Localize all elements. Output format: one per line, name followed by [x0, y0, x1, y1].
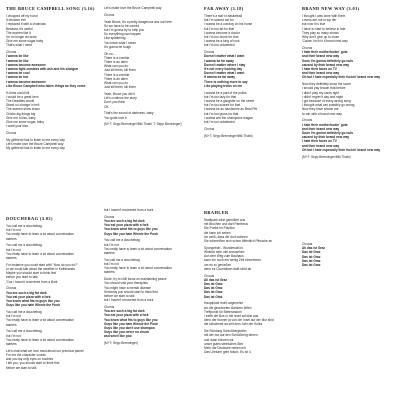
lyric-line: or we could talk about the weather in Kathmandu: [6, 267, 76, 272]
chorus-block: [204, 50, 296, 88]
lyric-line: I chopped off my hand: [6, 14, 38, 18]
lyric-line: Das ist Graz: [302, 254, 321, 259]
lyric-line: die schwimmt da seit dem Jahr der Kultur: [204, 322, 263, 327]
lyric-line: It's not every fucking day: [204, 67, 243, 72]
lyric-line: Guys like you hate Winnie the Pooh: [104, 321, 158, 326]
lyric-line: Mehr die Deutsche neben mir: [204, 346, 246, 351]
lyric-line: Doesn't matter what I want: [204, 71, 245, 76]
lyric-line: There is a zombie: [104, 72, 130, 77]
chorus-block: [6, 50, 98, 88]
lyric-line: My girlfriend has to listen to me every day: [6, 146, 65, 151]
lyric-line: You should visit your therapists: [104, 281, 148, 286]
lyric-line: For instance you could start with "How do you do?": [6, 262, 78, 267]
lyric-line: denn der bunner ja von der Insel auf der Mur sind: [204, 318, 274, 323]
lyric-line: You gotta love it: [104, 115, 127, 120]
lyric-line: You eat your pizza with a fork: [104, 223, 149, 228]
verse-block: [6, 329, 98, 346]
lyrics-column-1: [6, 6, 98, 370]
lyric-line: Chorus: [302, 46, 313, 51]
lyric-line: Chorus: [6, 131, 17, 136]
lyric-line: mit Bruchen und darf Pantheus: [204, 222, 248, 227]
lyric-line: but I'm not: [104, 242, 119, 247]
verse-block: [204, 14, 296, 48]
lyric-line: That's what I need: [6, 43, 32, 48]
verse-block: [302, 155, 394, 159]
lyric-line: Like playing tricks on me: [204, 83, 243, 88]
lyric-line: So everything can happen: [104, 32, 142, 37]
lyric-line: Das ist Graz: [302, 263, 321, 268]
lyric-line: I replaced it with a chainsaw: [6, 22, 46, 27]
verse-block: [104, 238, 196, 255]
lyric-line: You really have to learn a lot about conversation: [104, 266, 172, 271]
lyric-line: (M+T: Sepp Brenninger/Mik Thakt; T: Sepp Brenninger): [104, 122, 182, 127]
lyric-line: and smell like poo: [104, 334, 132, 339]
verse-block: [204, 218, 296, 243]
lyric-line: Why don't give up to close: [302, 35, 340, 40]
lyric-line: I should pay known that before: [302, 86, 346, 91]
lyric-line: and their brand new way: [302, 54, 340, 59]
lyric-line: ich weiß, dass die dort wohnen: [204, 234, 248, 239]
lyric-line: Das Uhrturm geht falsch, Es ist 4.: [204, 350, 252, 355]
lyric-line: but I'm too scared for that: [204, 103, 241, 108]
lyric-line: Oh no...: [104, 51, 116, 56]
lyric-line: You call me a douchebag: [104, 238, 140, 243]
lyric-line: What can you do: [104, 64, 128, 69]
lyric-line: There is a zombie: [104, 55, 130, 60]
lyric-line: I treffe die Bus in mit recht schöne aus: [204, 314, 259, 319]
lyric-line: and their brand new way: [302, 71, 340, 76]
verse-block: [6, 138, 98, 151]
lyric-line: I thought I was done with them: [302, 14, 346, 18]
lyric-line: but I'm too gross for that: [204, 111, 239, 116]
lyric-line: I wanna fight zombies with ash and his shotgun: [6, 67, 79, 72]
lyric-line: Chorus: [6, 286, 17, 291]
lyric-line: but I'm too lazy for that: [204, 94, 237, 99]
verse-block: [104, 277, 196, 302]
verse-block: [104, 258, 196, 275]
song: [302, 6, 394, 159]
lyric-line: It became evil: [6, 18, 26, 23]
lyric-line: Chorus: [302, 242, 313, 246]
lyrics-column-3: [204, 6, 296, 355]
lyric-line: You call me a douchebag: [6, 310, 42, 315]
lyric-line: before you start to talk: [6, 275, 38, 280]
lyric-line: I wanna win the champions league: [204, 115, 253, 120]
lyric-line: You are such a big fat dork: [104, 219, 145, 223]
verse-block: [204, 301, 296, 326]
verse-block: [204, 91, 296, 125]
verse-block: [6, 310, 98, 327]
lyric-line: I have to start to believe in fate: [302, 26, 346, 31]
lyric-line: Chicks dig things big: [6, 111, 36, 116]
lyric-line: starters: [104, 251, 115, 256]
lyric-line: So we have to be careful: [104, 23, 140, 28]
verse-block: [104, 52, 196, 90]
lyric-line: You know what fits to guys like you: [104, 227, 158, 232]
song-title: FAR AWAY (3.18): [204, 6, 244, 11]
lyric-line: um es zu genießen: [204, 262, 232, 267]
chorus-block: [104, 215, 196, 236]
verse-block: [302, 82, 394, 116]
lyric-line: starters: [6, 256, 17, 261]
lyric-line: I tell you, you should start to think first: [6, 361, 60, 366]
lyric-line: All das ist Graz: [302, 246, 326, 251]
lyric-line: but I'm too untalented: [204, 43, 235, 48]
lyric-line: but I haven't recovered from a bork: [104, 208, 154, 212]
lyric-line: but I'm not: [6, 333, 21, 338]
lyric-line: You might have a mental disease: [104, 285, 151, 290]
chorus-block: [302, 118, 394, 152]
lyric-line: I'm no longer an actor: [6, 35, 37, 40]
verse-block: [204, 246, 296, 271]
lyrics-column-2: [104, 6, 196, 346]
lyric-line: die kann ich sehen: [204, 230, 231, 235]
lyric-line: You really have to learn a lot about conversation: [6, 232, 74, 237]
lyric-line: (M+T: Sepp Brenninger): [104, 341, 138, 346]
verse-block: [104, 208, 196, 212]
verse-block: [204, 127, 296, 131]
lyric-line: Chorus: [104, 12, 115, 17]
lyric-line: If wanna be far away: [204, 75, 236, 80]
lyric-line: Give me some sugar baby: [6, 39, 44, 44]
lyric-line: but now it is true: [302, 22, 326, 27]
verse-block: [104, 20, 196, 49]
verse-block: [302, 14, 394, 43]
lyric-line: starters: [6, 236, 17, 241]
chorus-block: [104, 305, 196, 339]
lyric-line: I wanna be a part of the police: [204, 90, 247, 95]
lyric-line: I didn't play my cards right: [302, 90, 339, 95]
lyric-line: Soon I'm gonna definitely go nuts: [302, 131, 354, 136]
song: [6, 216, 98, 372]
lyric-line: I wanna be like: [6, 54, 29, 59]
verse-block: [6, 14, 98, 48]
lyric-line: You eat your pizza with a fork: [104, 313, 149, 318]
verse-block: [104, 13, 196, 17]
lyric-line: but I'm not: [6, 314, 21, 319]
lyric-line: You know what I mean: [104, 40, 136, 45]
lyric-line: I wanna be a king of rock: [204, 39, 240, 44]
lyric-line: Just kill them, kill them: [104, 68, 136, 73]
lyric-line: Let's continue the story: [104, 96, 137, 101]
lyric-line: I would be a great hero: [6, 94, 39, 99]
lyric-line: but I haven't recovered from a bork: [104, 298, 154, 303]
lyric-line: I wanna be as handsome as Brad Pitt: [204, 107, 257, 112]
lyric-line: I got because of every wrong song: [302, 99, 351, 104]
lyric-line: Oh but I hate especially their fuckin' brand new way: [302, 147, 381, 152]
lyric-line: but I'm too untalented: [204, 120, 235, 125]
lyric-line: and you lay only eyes on boobies: [6, 357, 54, 362]
lyric-line: to win with a brand new way: [302, 111, 342, 116]
lyric-line: I hate their motherfuckin' guts: [302, 50, 348, 55]
lyric-line: Chorus: [104, 214, 115, 219]
lyric-line: You are such a big fat dork: [6, 290, 47, 295]
verse-block: [6, 349, 98, 370]
lyric-line: starters: [104, 270, 115, 275]
lyric-line: Like splattering: [104, 36, 126, 41]
lyric-line: Let's make love the Bruce Campbell way: [6, 142, 64, 147]
verse-block: [104, 122, 196, 126]
lyric-line: Now they have shown me: [302, 107, 339, 112]
lyric-line: before we start to talk: [6, 365, 37, 370]
lyric-line: You call me a douchebag: [6, 329, 42, 334]
lyric-line: I wanna become a doctor: [204, 30, 240, 35]
lyric-line: unser gutes steirisches Bier: [204, 341, 244, 346]
verse-block: [204, 134, 296, 138]
lyric-line: Let's chat what we love most about our precious planet: [6, 348, 84, 353]
verse-block: [6, 243, 98, 260]
chorus-block: [302, 46, 394, 80]
lyric-line: but I'm not: [6, 228, 21, 233]
lyric-line: starters: [6, 342, 17, 347]
lyric-line: You know what fits to guys like you: [6, 299, 60, 304]
lyric-line: I want your kiss: [6, 124, 28, 129]
lyric-line: You really have to learn a lot about conversation: [6, 337, 74, 342]
lyric-line: but I'm scared tod fur: [204, 18, 234, 23]
lyric-line: Wirklich sehr viel anzusehen: [204, 250, 245, 255]
lyric-line: They play so many shows: [302, 30, 339, 35]
lyric-line: but I'm not: [104, 262, 119, 267]
verse-block: [204, 329, 296, 354]
lyric-line: denn es Countdown läuft nicht ab: [204, 266, 252, 271]
song: [204, 6, 296, 138]
lyric-line: I hate their motherfuckin' guts: [302, 122, 348, 127]
verse-block: [6, 224, 98, 241]
song: [204, 210, 296, 357]
lyric-line: but I'm not: [6, 247, 21, 252]
lyric-line: Das ist Graz: [204, 282, 223, 287]
lyric-line: kann ich noch ein wenig Zeit einnehmen: [204, 258, 261, 263]
lyric-line: caused by their brand new way: [302, 62, 350, 67]
lyric-line: Chorus: [6, 50, 17, 55]
lyric-line: I hate their faces on TV: [302, 139, 337, 144]
lyric-line: I wanna be a cowboy on his horse: [204, 22, 253, 27]
lyric-line: Guys like you hate Winnie the Pooh: [104, 231, 158, 236]
lyric-line: What can you do: [104, 81, 128, 86]
lyric-line: Chorus: [204, 273, 215, 278]
lyric-line: Like Bruce Campbell who takes things as they come: [6, 83, 86, 88]
lyric-line: Chorus: [204, 126, 215, 131]
song-title: BRAHLER: [204, 210, 229, 215]
lyric-line: Yeah, Bruce you did it: [104, 92, 135, 97]
song: [302, 242, 394, 270]
lyric-line: wo die geordneten Bankern liefen: [204, 305, 252, 310]
lyric-line: I wanna be a gangster on the street: [204, 99, 255, 104]
lyric-line: For me the character counts: [6, 353, 46, 358]
lyric-line: Let's make love the Bruce Campbell way: [104, 6, 162, 10]
lyric-line: but I'm too dumb for that: [204, 35, 239, 40]
song: [104, 6, 196, 127]
lyric-line: Now they definitely know the score: [302, 82, 352, 87]
lyric-line: You really have to learn a lot about conversation: [6, 318, 74, 323]
lyric-line: You know what fits to guys like you: [104, 317, 158, 322]
song-title: BRAND NEW WAY (3.01): [302, 6, 360, 11]
lyric-line: Chorus: [302, 118, 313, 123]
chorus-block: [6, 286, 98, 307]
verse-block: [104, 92, 196, 109]
lyric-line: und dann können wir: [204, 337, 234, 342]
lyric-line: Stand no change in hell: [6, 103, 40, 108]
lyric-line: Das ist Graz: [204, 290, 223, 295]
lyric-line: The women show bravo: [6, 107, 40, 112]
lyric-line: mit der ma auf den Schloßberg fahren: [204, 333, 258, 338]
lyric-line: Guys like you hate Winnie the Pooh: [6, 303, 60, 308]
verse-block: [6, 131, 98, 135]
lyric-line: You eat your pizza with a fork: [6, 294, 51, 299]
lyric-line: I wanna be far away: [204, 58, 234, 63]
chorus-block: [302, 242, 394, 267]
lyric-line: Das ist Graz: [204, 286, 223, 291]
lyric-line: I wanna be like: [6, 58, 29, 63]
lyric-line: Give me some sugar, baby: [6, 120, 44, 125]
verse-block: [6, 263, 98, 284]
lyric-line: Die Punks im Pavillon: [204, 226, 235, 231]
lyric-line: (M+T: Sepp Brenninger/Mik Thakt): [302, 154, 351, 159]
lyric-line: and their brand new way: [302, 126, 340, 131]
lyric-line: That's the sound of darkness, baby: [104, 111, 154, 116]
lyric-line: Because it's useful: [6, 26, 33, 31]
song: [104, 208, 196, 348]
lyric-line: Dude, try to chill focus on maintaining peace: [104, 277, 167, 282]
lyric-line: Doesn't matter where I stay: [204, 62, 246, 67]
chorus-block: [204, 274, 296, 299]
lyric-line: There is nothing more to say: [204, 79, 248, 84]
lyric-line: You really have to learn a lot about conversation: [104, 246, 172, 251]
song: [6, 6, 98, 150]
lyric-line: You call me a douchebag: [104, 257, 140, 262]
lyric-line: Give me a kiss, baby: [6, 115, 36, 120]
lyric-line: Stadtpark wirst gemüllert aus: [204, 218, 246, 222]
lyric-line: Chorus: [204, 50, 215, 55]
lyric-line: I wanna be cool: [6, 71, 30, 76]
lyric-line: The women like it: [6, 30, 31, 35]
lyric-line: Hauptplatz recht angenehm: [204, 301, 244, 306]
lyric-line: Guys like you don't use shampoo: [104, 326, 155, 331]
lyric-line: I wanna become awesome: [6, 62, 46, 67]
lyric-line: All das ist Graz: [204, 277, 228, 282]
lyrics-column-4: [302, 6, 394, 268]
lyric-line: Soon I'm gonna definitely go nuts: [302, 58, 354, 63]
lyric-line: Yeah Bruce, it's a pretty dangerous ass out here: [104, 19, 172, 24]
verse-block: [104, 6, 196, 10]
verse-block: [6, 91, 98, 129]
lyric-line: Das ist Graz: [204, 294, 223, 299]
lyric-line: Seriously you should start to think first: [104, 289, 158, 294]
lyric-line: Sie Richtung Schloßbergbahn: [204, 329, 247, 334]
lyric-line: The Deadites would: [6, 99, 35, 104]
lyric-line: before we start to talk: [104, 294, 135, 299]
lyric-line: Chorus: [104, 305, 115, 310]
lyric-line: I wanna be hot: [6, 75, 29, 80]
lyric-line: I thought what can possibly go wrong: [302, 103, 355, 108]
verse-block: [104, 341, 196, 345]
lyric-line: I wanna become awesome: [6, 79, 46, 84]
lyric-line: There is an alien: [104, 76, 128, 81]
lyric-line: Just kill them, kill them: [104, 85, 136, 90]
lyric-line: and their brand new way: [302, 143, 340, 148]
lyric-line: but I'm gonna try to help you: [104, 28, 145, 32]
lyric-line: There is an alien: [104, 60, 128, 65]
lyric-line: Das ist Graz: [302, 258, 321, 263]
lyric-line: Doesn't matter what I want: [204, 54, 245, 59]
lyric-line: (M+T: Sepp Brenninger/Mik Thakt): [204, 133, 253, 138]
lyric-line: My girlfriend has to listen to me every day: [6, 137, 65, 142]
lyric-line: OK: [104, 104, 109, 109]
lyric-line: You call me a douchebag: [6, 243, 42, 248]
lyric-line: Auf dem Weg zum Bauhaus: [204, 254, 244, 259]
lyric-line: caused by their brand new way: [302, 135, 350, 140]
lyric-line: You really have to learn a lot about conversation: [6, 251, 74, 256]
lyric-line: starters: [6, 322, 17, 327]
song-title: DOUCHEBAG (3.02): [6, 216, 53, 221]
lyric-line: Lovers are not in top tier: [302, 18, 337, 23]
lyric-line: Guys like you never no chuck: [104, 330, 149, 335]
lyric-line: You call me a douchebag: [6, 224, 42, 228]
lyric-line: Don't you think: [104, 100, 125, 105]
lyric-line: Oh but I hate especially their fuckin' brand new way: [302, 75, 381, 80]
lyric-line: 'Cos I haven't recovered from a Bork: [6, 279, 58, 284]
lyric-line: I didn't regret it day and night: [302, 94, 344, 99]
lyric-line: Sie schmeißen sich schon öffentlich Pfirsiche an: [204, 239, 273, 244]
lyric-line: It's gonna be tough: [104, 44, 132, 49]
song-title: THE BRUCE CAMPBELL SONG (3.16): [6, 6, 95, 11]
lyric-line: Das ist Graz: [302, 250, 321, 255]
lyric-line: but I'm too fat for that: [204, 26, 235, 31]
lyric-line: You are such a big fat dork: [104, 309, 145, 314]
lyric-line: Spongebob - Wunderschön: [204, 245, 243, 250]
verse-block: [104, 111, 196, 119]
lyric-line: If chins could kill: [6, 90, 30, 95]
lyric-line: 'Cause I rich in it brand new way: [302, 39, 348, 44]
lyric-line: Maybe you should start to think first: [6, 271, 57, 276]
lyric-line: Treffpunkt für Bieferandum: [204, 309, 242, 314]
lyric-line: I hate their faces on TV: [302, 67, 337, 72]
lyric-line: There's a star in basketball: [204, 14, 242, 18]
